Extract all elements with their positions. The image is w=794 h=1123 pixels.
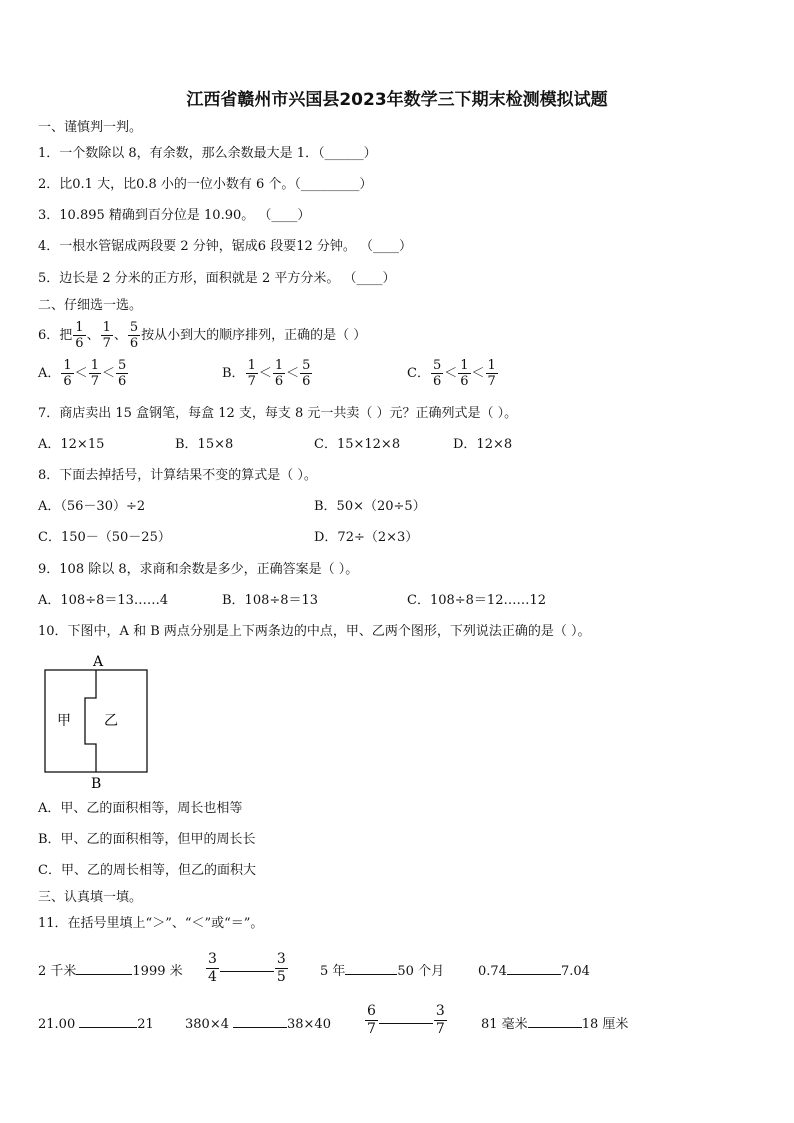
fraction: $\frac{1}{6}$ xyxy=(75,320,84,351)
answer-blank[interactable] xyxy=(79,1015,137,1028)
q11-item-d: 0.74 7.04 xyxy=(478,964,590,979)
q6-prefix: 6．把 xyxy=(38,328,73,343)
section-heading-2: 二、仔细选一选。 xyxy=(38,298,143,313)
page-title: 江西省赣州市兴国县2023年数学三下期末检测模拟试题 xyxy=(186,90,608,110)
question-2: 2．比0.1 大，比0.8 小的一位小数有 6 个。（_________） xyxy=(38,177,373,192)
answer-blank[interactable] xyxy=(345,962,397,975)
q6-option-a: A． $\frac{1}{6}$ ＜ $\frac{1}{7}$ ＜ $\frac{5}{6}$ xyxy=(38,358,127,389)
question-11: 11．在括号里填上“＞”、“＜”或“＝”。 xyxy=(38,916,264,931)
q11-item-b: $\frac{3}{4}$ $\frac{3}{5}$ xyxy=(208,951,286,985)
q8-option-b: B．50×（20÷5） xyxy=(314,499,426,514)
q11-item-f: 380×4 38×40 xyxy=(185,1017,331,1032)
question-6: 6．把 $\frac{1}{6}$ 、 $\frac{1}{7}$ 、 $\frac{5}{6}$ 按从小到大的顺序排列，正确的是（ ） xyxy=(38,320,367,351)
q6-suffix: 按从小到大的顺序排列，正确的是（ ） xyxy=(141,328,367,343)
q6-option-c: C． $\frac{5}{6}$ ＜ $\frac{1}{6}$ ＜ $\frac{1}{7}$ xyxy=(407,358,496,389)
q7-option-d: D．12×8 xyxy=(453,437,513,452)
shape-jia-label: 甲 xyxy=(57,713,71,729)
q7-option-c: C．15×12×8 xyxy=(314,437,401,452)
question-3: 3．10.895 精确到百分位是 10.90。 （____） xyxy=(38,208,311,223)
question-8: 8．下面去掉括号，计算结果不变的算式是（ ）。 xyxy=(38,468,317,483)
q11-item-h: 81 毫米 18 厘米 xyxy=(481,1017,629,1032)
shape-yi-label: 乙 xyxy=(104,713,118,729)
q10-option-c: C．甲、乙的周长相等，但乙的面积大 xyxy=(38,863,256,878)
q11-item-e: 21.00 21 xyxy=(38,1017,154,1032)
answer-blank[interactable] xyxy=(528,1015,582,1028)
q10-option-a: A．甲、乙的面积相等，周长也相等 xyxy=(38,801,243,816)
q11-item-g: $\frac{6}{7}$ $\frac{3}{7}$ xyxy=(367,1003,445,1037)
answer-blank[interactable] xyxy=(76,962,132,975)
section-heading-3: 三、认真填一填。 xyxy=(38,890,143,905)
question-4: 4．一根水管锯成两段要 2 分钟，锯成6 段要12 分钟。 （____） xyxy=(38,239,413,254)
q6-option-b: B． $\frac{1}{7}$ ＜ $\frac{1}{6}$ ＜ $\frac{5}{6}$ xyxy=(222,358,311,389)
section-heading-1: 一、谨慎判一判。 xyxy=(38,120,143,135)
q7-option-b: B．15×8 xyxy=(175,437,234,452)
fraction: $\frac{1}{7}$ xyxy=(102,320,111,351)
question-5: 5．边长是 2 分米的正方形，面积就是 2 平方分米。 （____） xyxy=(38,271,396,286)
fraction: $\frac{5}{6}$ xyxy=(129,320,139,351)
question-7: 7．商店卖出 15 盒钢笔，每盒 12 支，每支 8 元一共卖（ ）元？正确列式是（ ）。 xyxy=(38,406,518,421)
q8-option-c: C．150－（50－25） xyxy=(38,530,171,545)
q11-item-a: 2 千米 1999 米 xyxy=(38,964,183,979)
q8-option-d: D．72÷（2×3） xyxy=(314,530,419,545)
answer-blank[interactable] xyxy=(379,1011,433,1024)
point-b-label: B xyxy=(91,776,102,790)
question-1: 1．一个数除以 8，有余数，那么余数最大是 1．（______） xyxy=(38,146,377,161)
answer-blank[interactable] xyxy=(507,962,561,975)
q10-figure xyxy=(38,652,158,790)
answer-blank[interactable] xyxy=(220,959,274,972)
q10-option-b: B．甲、乙的面积相等，但甲的周长长 xyxy=(38,832,256,847)
q9-option-c: C．108÷8＝12……12 xyxy=(407,593,547,608)
question-9: 9．108 除以 8，求商和余数是多少，正确答案是（ ）。 xyxy=(38,562,359,577)
question-10: 10．下图中，A 和 B 两点分别是上下两条边的中点，甲、乙两个图形，下列说法正确的是（ ）。 xyxy=(38,624,591,639)
point-a-label: A xyxy=(93,654,104,670)
q8-option-a: A．（56－30）÷2 xyxy=(38,499,146,514)
answer-blank[interactable] xyxy=(233,1015,287,1028)
q9-option-a: A．108÷8＝13……4 xyxy=(38,593,169,608)
figure-divider-line xyxy=(85,670,96,772)
q7-option-a: A．12×15 xyxy=(38,437,105,452)
q11-item-c: 5 年 50 个月 xyxy=(320,964,445,979)
q9-option-b: B．108÷8＝13 xyxy=(222,593,319,608)
